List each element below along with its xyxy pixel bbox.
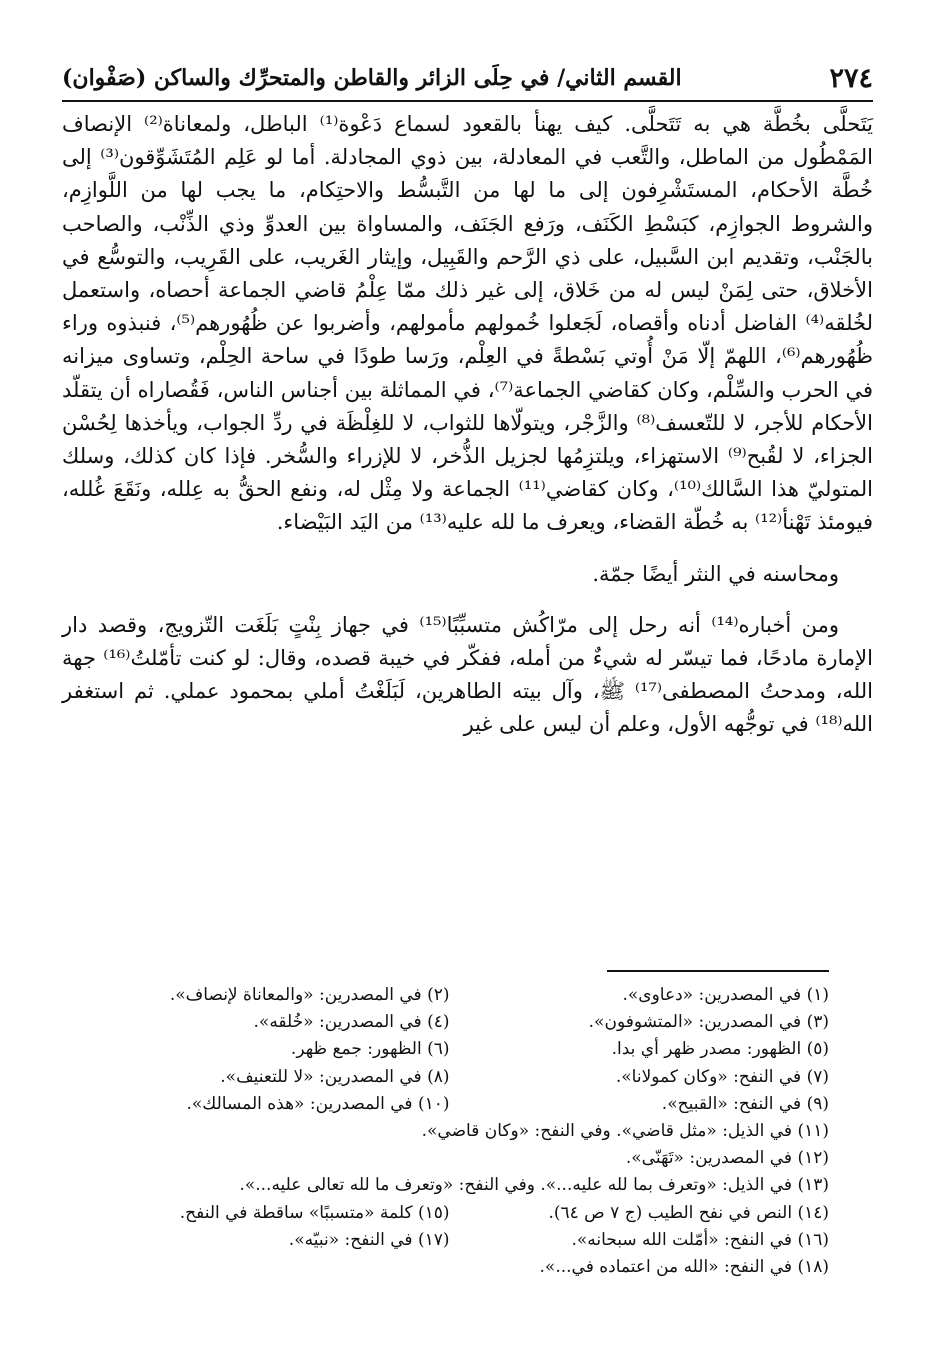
paragraph-2: ومحاسنه في النثر أيضًا جمّة. [592,561,839,586]
footnote-row [70,1200,829,1227]
footnote-10: (١٠) في المصدرين: «هذه المسالك». [186,1093,450,1114]
page-header [62,56,873,102]
footnote-14: (١٤) النص في نفح الطيب (ج ٧ ص ٦٤). [548,1202,829,1223]
footnote-6: (٦) الظهور: جمع ظهر. [290,1039,450,1060]
footnote-17: (١٧) في النفح: «نبيّه». [288,1229,450,1250]
footnote-13: (١٣) في الذيل: «وتعرف بما لله عليه...». وفي النفح: «وتعرف ما لله تعالى عليه...». [239,1175,829,1196]
footnote-5: (٥) الظهور: مصدر ظهر أي بدا. [611,1039,829,1060]
main-text [62,108,873,742]
running-title: القسم الثاني/ في حِلَى الزائر والقاطن والمتحرِّك والساكن (صَفْوان) [62,65,682,91]
footnote-4: (٤) في المصدرين: «خُلقه». [253,1012,450,1033]
footnote-row [70,1009,829,1036]
footnote-row [70,1091,829,1118]
footnote-8: (٨) في المصدرين: «لا للتعنيف». [220,1066,450,1087]
footnote-18: (١٨) في النفح: «الله من اعتماده في...». [539,1257,829,1278]
footnote-2: (٢) في المصدرين: «والمعاناة لإنصاف». [169,985,450,1005]
footnote-15: (١٥) كلمة «متسببًا» ساقطة في النفح. [179,1202,450,1223]
footnote-row [70,1227,829,1254]
footnote-row [70,1036,829,1063]
footnote-16: (١٦) في النفح: «أمّلت الله سبحانه». [571,1229,829,1250]
footnote-row [70,1064,829,1091]
paragraph-3: ومن أخباره⁽¹⁴⁾ أنه رحل إلى مرّاكُش متسبِّبًا⁽¹⁵⁾ في جهاز بِنْتٍ بَلَغَت التّزويج، وقصد دار الإمارة مادحًا، فما تيسّر له شيءٌ من أمله، ففكّر في خيبة قصده، وقال: لو كنت تأمّلتُ⁽¹⁶⁾ جهة الله، ومدحتُ المصطفى⁽¹⁷⁾ ﷺ، وآل بيته الطاهرين، لَبَلَغْتُ أملي بمحمود عملي. ثم استغفر الله⁽¹⁸⁾ في توجُّهه الأول، وعلم أن ليس على غير [62,612,873,737]
page-number: ٢٧٤ [829,62,873,94]
footnote-row [70,982,829,1009]
footnote-12: (١٢) في المصدرين: «تَهَنّى». [625,1148,829,1169]
footnote-9: (٩) في النفح: «القبيح». [661,1093,829,1114]
footnote-3: (٣) في المصدرين: «المتشوفون». [588,1012,829,1033]
footnotes [70,982,829,1281]
footnote-1: (١) في المصدرين: «دعاوى». [622,985,829,1005]
footnote-7: (٧) في النفح: «وكان كمولانا». [615,1066,829,1087]
footnote-11: (١١) في الذيل: «مثل قاضي». وفي النفح: «وكان قاضي». [421,1121,829,1142]
paragraph-1: يَتَحلَّى بخُطَّة هي به تَتَحلَّى. كيف يهنأ بالقعود لسماع دَعْوة⁽¹⁾ الباطل، ولمعاناة⁽²⁾ الإنصاف المَمْطُول من الماطل، والتَّعب في المعادلة، بين ذوي المجادلة. أما لو عَلِم المُتَشَوِّقون⁽³⁾ إلى خُطَّة الأحكام، المستَشْرِفون إلى ما لها من التَّبسُّط والاحتِكام، ما يجب لها من اللَّوازِم، والشروط الجوازِم، كبَسْطِ الكَنَف، ورَفع الجَنَف، والمساواة بين العدوِّ وذي الذِّنْب، والصاحب بالجَنْب، وتقديم ابن السَّبيل، على ذي الرَّحم والقَبِيل، وإيثار الغَريب، على القَرِيب، والتوسُّع في الأخلاق، حتى لِمَنْ ليس له من خَلاق، إلى غير ذلك ممّا عِلْمُ قاضي الجماعة أحصاه، واستعمل لخُلقه⁽⁴⁾ الفاضل أدناه وأقصاه، لَجَعلوا خُمولهم مأمولهم، وأضربوا عن ظُهُورهم⁽⁵⁾، فنبذوه وراء ظُهُورهم⁽⁶⁾، اللهمّ إلّا مَنْ أُوتي بَسْطةً في العِلْم، ورَسا طودًا في ساحة الحِلْم، وتساوى ميزانه في الحرب والسِّلْم، وكان كقاضي الجماعة⁽⁷⁾، في المماثلة بين أجناس الناس، فَقُصاراه أن يتقلّد الأحكام للأجر، لا للتّعسف⁽⁸⁾ والزَّجْر، ويتولّاها للثواب، لا للغِلْظَة في ردِّ الجواب، ويأخذها لِحُسْن الجزاء، لا لقُبح⁽⁹⁾ الاستهزاء، ويلتزِمُها لجزيل الذُّخر، لا للإزراء والسُّخر. فإذا كان كذلك، وسلك المتوليّ هذا السَّالك⁽¹⁰⁾، وكان كقاضي⁽¹¹⁾ الجماعة ولا مِثْل له، ونفع الحقُّ به عِلله، ونَقَعَ غُلله، فيومئذ تَهْنأ⁽¹²⁾ به خُطّة القضاء، ويعرف ما لله عليه⁽¹³⁾ من اليَد البَيْضاء. [62,112,874,535]
footnote-separator [607,970,829,972]
